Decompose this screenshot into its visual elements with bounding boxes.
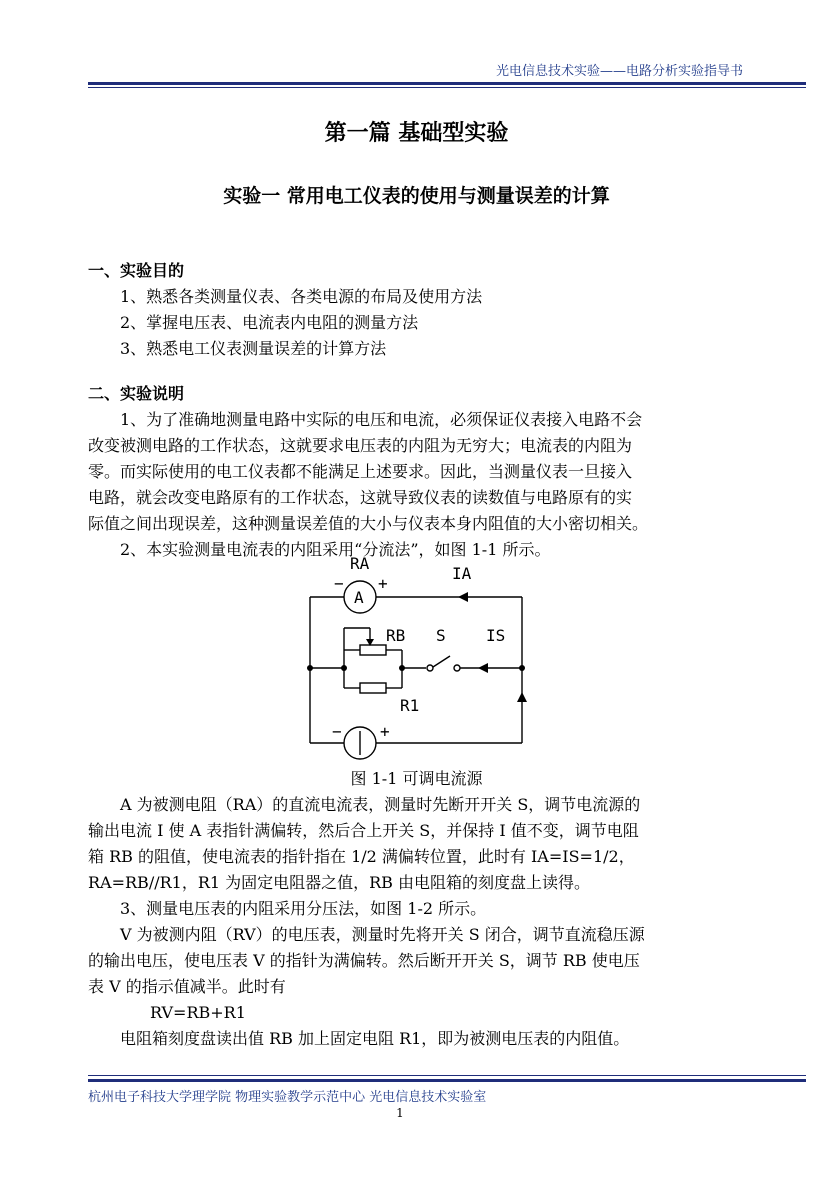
header-rule-thin [88, 87, 806, 88]
running-header: 光电信息技术实验——电路分析实验指导书 [495, 64, 743, 79]
paragraph-line: 箱 RB 的阻值，使电流表的指针指在 1/2 满偏转位置，此时有 IA=IS=1/2， [88, 847, 635, 866]
paragraph-line: 电路，就会改变电路原有的工作状态，这就导致仪表的读数值与电路原有的实 [88, 488, 633, 507]
experiment-title: 实验一 常用电工仪表的使用与测量误差的计算 [223, 185, 610, 207]
label-ia: IA [452, 564, 472, 583]
node-left [307, 665, 313, 671]
paragraph-line: A 为被测电阻（RA）的直流电流表，测量时先断开开关 S，调节电流源的 [120, 795, 641, 814]
paragraph-line: RA=RB//R1，R1 为固定电阻器之值，RB 由电阻箱的刻度盘上读得。 [88, 873, 591, 892]
node-branch-right [399, 665, 405, 671]
label-ammeter-plus: + [378, 574, 388, 593]
label-source-plus: + [380, 722, 390, 741]
section1-item: 2、掌握电压表、电流表内电阻的测量方法 [120, 313, 419, 332]
section1-item: 1、熟悉各类测量仪表、各类电源的布局及使用方法 [120, 287, 483, 306]
footer-rule [88, 1079, 806, 1082]
paragraph-line: 输出电流 I 使 A 表指针满偏转，然后合上开关 S，并保持 I 值不变，调节电阻 [88, 821, 639, 840]
paragraph-line: 的输出电压，使电压表 V 的指针为满偏转。然后断开开关 S，调节 RB 使电压 [88, 951, 640, 970]
label-a: A [354, 588, 364, 607]
header-rule [88, 82, 806, 85]
formula: RV=RB+R1 [150, 1003, 246, 1022]
part-title: 第一篇 基础型实验 [324, 120, 509, 146]
label-s: S [436, 626, 446, 645]
label-is: IS [486, 626, 506, 645]
label-ra: RA [350, 555, 370, 573]
switch-blade [433, 656, 450, 667]
is-arrow [478, 663, 488, 673]
switch-terminal-left [427, 665, 433, 671]
footer-institution: 杭州电子科技大学理学院 物理实验教学示范中心 光电信息技术实验室 [88, 1090, 487, 1105]
paragraph-line: 电阻箱刻度盘读出值 RB 加上固定电阻 R1，即为被测电压表的内阻值。 [120, 1029, 630, 1048]
label-rb: RB [386, 626, 406, 645]
label-source-minus: − [332, 722, 342, 741]
label-r1: R1 [400, 696, 420, 715]
paragraph-line: 改变被测电路的工作状态，这就要求电压表的内阻为无穷大；电流表的内阻为 [88, 436, 633, 455]
ia-arrow [458, 592, 468, 602]
paragraph-line: 零。而实际使用的电工仪表都不能满足上述要求。因此，当测量仪表一旦接入 [88, 462, 633, 481]
paragraph-line: 表 V 的指示值减半。此时有 [88, 977, 286, 996]
page-number: 1 [396, 1106, 404, 1120]
paragraph-line: V 为被测内阻（RV）的电压表，测量时先将开关 S 闭合，调节直流稳压源 [120, 925, 645, 944]
node-branch-left [341, 665, 347, 671]
circuit-diagram-figure-1-1 [300, 555, 540, 770]
switch-terminal-right [454, 665, 460, 671]
paragraph-line: 2、本实验测量电流表的内阻采用“分流法”，如图 1-1 所示。 [120, 540, 551, 559]
paragraph-line: 1、为了准确地测量电路中实际的电压和电流，必须保证仪表接入电路不会 [120, 410, 643, 429]
node-right [519, 665, 525, 671]
paragraph-line: 际值之间出现误差，这种测量误差值的大小与仪表本身内阻值的大小密切相关。 [88, 514, 649, 533]
rb-resistor [360, 645, 386, 655]
label-ammeter-minus: − [334, 574, 344, 593]
section2-heading: 二、实验说明 [88, 384, 185, 403]
paragraph-line: 3、测量电压表的内阻采用分压法，如图 1-2 所示。 [120, 899, 487, 918]
figure-caption: 图 1-1 可调电流源 [350, 769, 483, 788]
section1-item: 3、熟悉电工仪表测量误差的计算方法 [120, 339, 387, 358]
footer-rule-thin [88, 1075, 806, 1076]
section1-heading: 一、实验目的 [88, 261, 185, 280]
source-arrow [517, 692, 527, 702]
r1-resistor [360, 683, 386, 693]
